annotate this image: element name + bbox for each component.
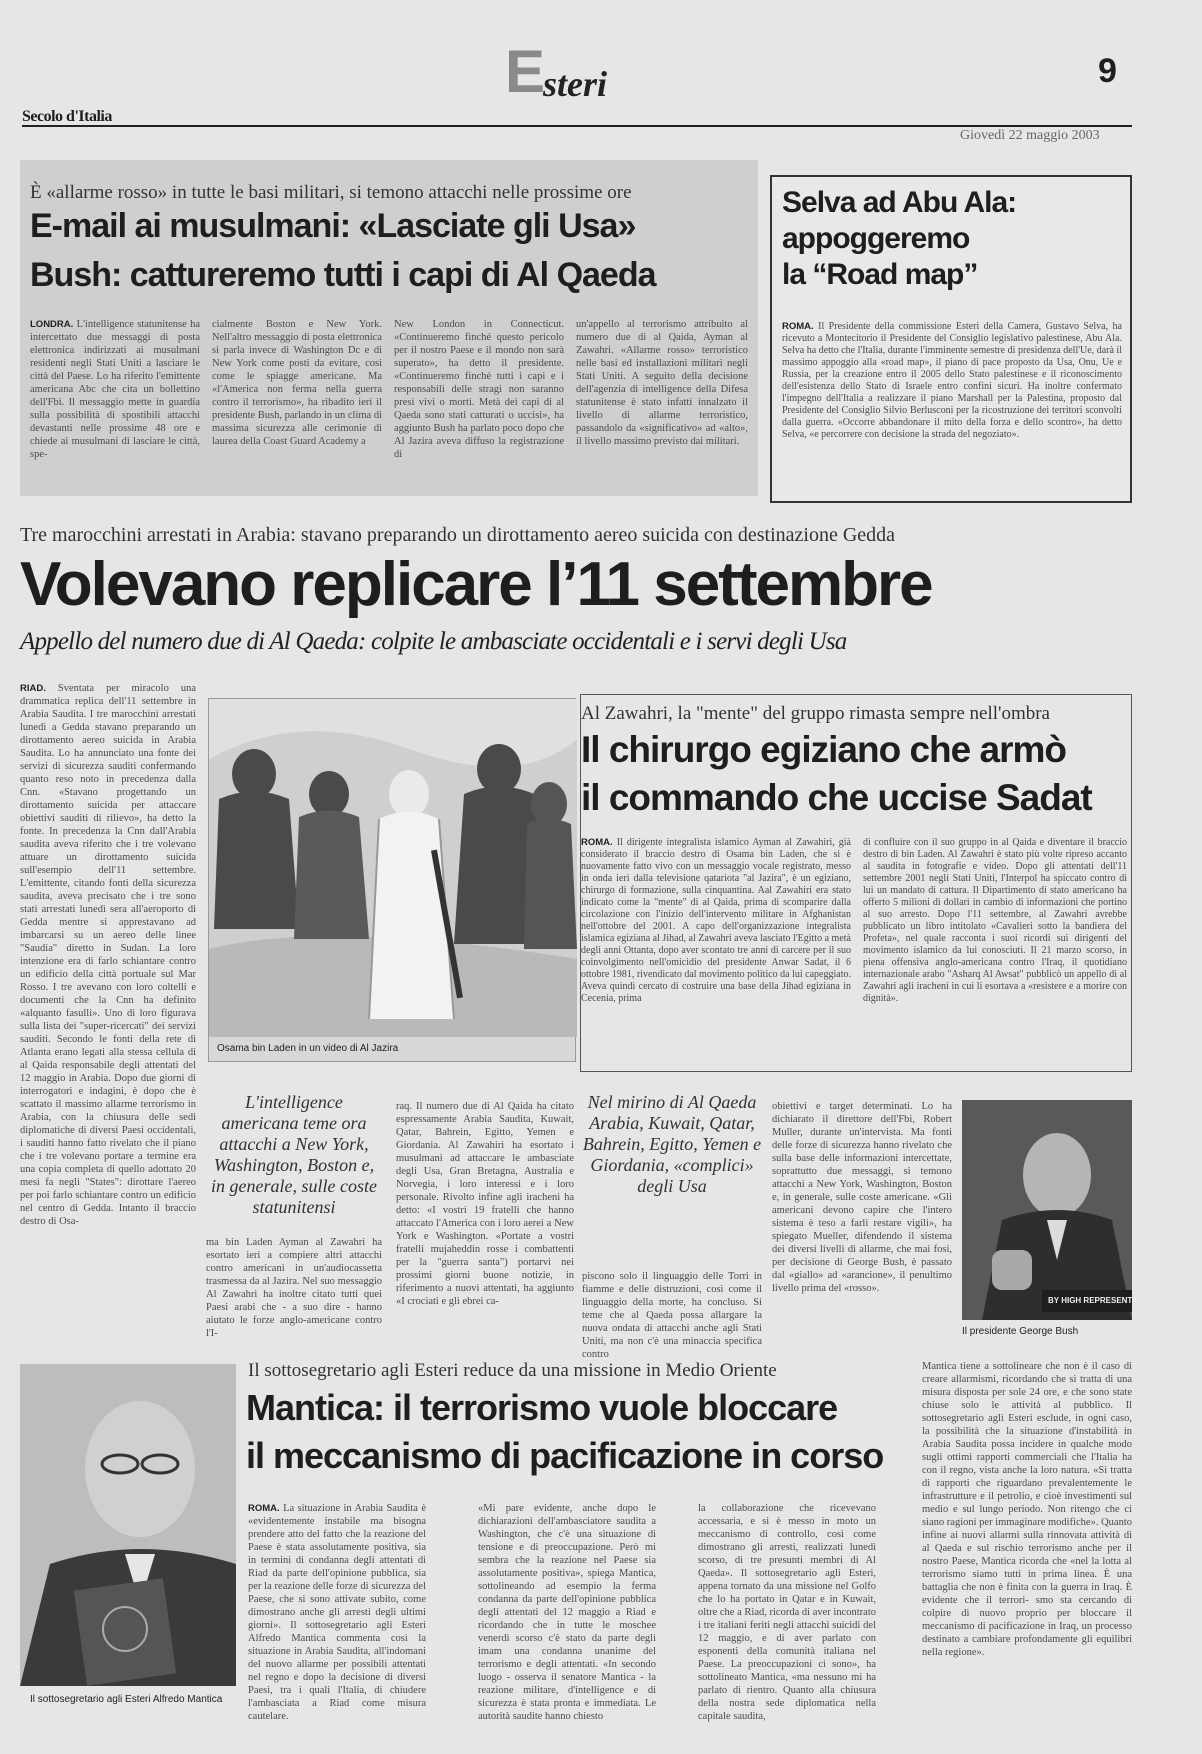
mantica-column-1-text: La situazione in Arabia Saudita è «evidentemente instabile ma bisogna prendere atto del fatto che la reazione del Paese è stata assolutamente positiva, sia in termini di condanna degli attentati di Riad da parte dell'opinione pubblica, sia per la reazione delle forze di sicurezza del Paese, che si sono attivate subito, come dimostrano anche gli arresti degli ultimi giorni». Il sottosegretario agli Esteri Alfredo Mantica commenta così la situazione in Arabia Saudita, all'indomani del nuovo allarme per possibili attentati nel regno e dopo la decisione di diversi Paesi, tra i quali l'Italia, di chiudere l'ambasciata a Riad come misura cautelare. [248,1503,426,1722]
issue-date: Giovedì 22 maggio 2003 [960,128,1100,143]
email-headline-2: Bush: cattureremo tutti i capi di Al Qaeda [30,256,656,294]
quote-intelligence: L'intelligence americana teme ora attacchi a New York, Washington, Boston e, in generale, sulle coste statunitensi [211,1092,377,1217]
quote-target: Nel mirino di Al Qaeda Arabia, Kuwait, Qatar, Bahrein, Egitto, Yemen e Giordania, «complici» degli Usa [582,1092,762,1196]
masthead-rule [22,125,1132,127]
zawahri-kicker: Al Zawahri, la "mente" del gruppo rimasta sempre nell'ombra [581,703,1050,724]
newspaper-name: Secolo d'Italia [22,108,112,125]
email-dateline: LONDRA. [30,319,74,330]
zawahri-column-1 [581,837,851,1067]
email-column-1 [30,318,200,488]
selva-headline-2: appoggeremo [782,222,970,255]
main-headline: Volevano replicare l’11 settembre [20,550,932,619]
main-left-column [20,682,196,1322]
mantica-column-3: la collaborazione che ricevevano accessaria, e si è messo in moto un meccanismo di controllo, così come dimostrano gli arresti, realizzati lunedì scorso, di tre presunti membri di Al Qaeda». Il sottosegretario agli Esteri, appena tornato da una missione nel Golfo che lo ha portato in Qatar e in Kuwait, oltre che a Riad, ricorda di aver incontrato i tre italiani feriti negli attacchi suicidi del 12 maggio, e di aver parlato con esponenti della comunità italiana nel Paese. La preoccupazioni ci sono», ha sottolineato Mantica, «ma nessuno mi ha parlato di rientro. Quanto alla chiusura della nostra sede diplomatica nella capitale saudita, [698,1503,876,1722]
page-number: 9 [1098,52,1117,90]
main-column-4: piscono solo il linguaggio delle Torri in fiamme e delle distruzioni, così come il linguaggio della morte, ha concluso. Si teme che al Qaeda possa allargare la nuova ondata di attacchi anche agli Stati Uniti, ma non c'è una minaccia specifica contro [582,1271,762,1360]
bush-photo [962,1100,1138,1340]
main-subhead: Appello del numero due di Al Qaeda: colpite le ambasciate occidentali e i servi degli Usa [20,628,847,655]
zawahri-headline-1: Il chirurgo egiziano che armò [581,729,1066,770]
email-article [20,160,758,496]
zawahri-headline-2: il commando che uccise Sadat [581,777,1092,818]
main-kicker: Tre marocchini arrestati in Arabia: stavano preparando un dirottamento aereo suicida con destinazione Gedda [20,524,896,546]
mantica-column-1 [248,1502,426,1722]
selva-body [782,321,1122,499]
main-column-2: ma bin Laden Ayman al Zawahri ha esortato ieri a compiere altri attacchi contro americani in un'audiocassetta trasmessa da al Jazira. Nel suo messaggio Al Zawahri ha inoltre citato tutti quei Paesi arabi che - a suo dire - hanno aiutato le forze anglo-americane contro l'I- [206,1237,382,1339]
selva-article [770,175,1132,503]
bush-photo-image [962,1100,1138,1320]
bin-laden-photo [208,698,576,1062]
mantica-kicker: Il sottosegretario agli Esteri reduce da una missione in Medio Oriente [248,1360,777,1381]
email-column-1-text: L'intelligence statunitense ha intercettato due messaggi di posta elettronica indirizzati ai musulmani residenti negli Stati Uniti a lasciare le città del Paese. Lo ha riferito l'emittente americana Abc che cita un bollettino dell'Fbi. Il messaggio mette in guardia sulla possibilità di spostibili attacchi devastanti nelle prossime 48 ore e chiede ai musulmani di lasciare le città, spe- [30,319,200,460]
mantica-dateline: ROMA. [248,1503,280,1514]
zawahri-column-1-text: Il dirigente integralista islamico Ayman al Zawahiri, già considerato il braccio destro di Osama bin Laden, che si è nuovamente fatto vivo con un messaggio vocale registrato, messo in onda ieri dalla televisione qatariota "al Jazira", è un egiziano, chirurgo di formazione, sulla cinquantina. Aal Zawahiri era stato indicato come la "mente" di al Qaida, prima di scomparire dalla circolazione con l'inizio dell'intervento militare in Afghanistan nell'ottobre del 2001. A capo dell'organizzazione integralista islamica egiziana al Jihad, al Zawahri aveva lasciato l'Egitto a metà degli anni Ottanta, dopo aver scontato tre anni di carcere per il suo coinvolgimento nell'omicidio del presidente Anwar Sadat, il 6 ottobre 1981, rivendicato dal movimento politico da lui capeggiato. Aveva quindi cercato di costruire una base della Jihad egiziana in Cecenia, prima [581,837,851,1004]
selva-body-text: Il Presidente della commissione Esteri della Camera, Gustavo Selva, ha ricevuto a Montecitorio il Presidente del Consiglio legislativo palestinese, Abu Ala. Selva ha detto che l'Italia, durante l'imminente semestre di presidenza dell'Ue, darà il massimo appoggio alla «road map», il piano di pace proposto da Usa, Onu, Ue e Russia, per la creazione entro il 2005 dello Stato palestinese e il riconoscimento dell'esistenza dello Stato di Israele entro confini sicuri. Ha inoltre confermato l'impegno dell'Italia a realizzare il piano Marshall per la Palestina, proposto dal Presidente del Consiglio Silvio Berlusconi per la ricostruzione dei territori sconvolti dalla guerra. «Occorre abbandonare il mito della forza e dello scontro», ha detto Selva, «e percorrere con decisione la strada del negoziato». [782,321,1122,440]
mantica-photo [20,1364,236,1714]
masthead [0,0,1202,160]
mantica-column-2: «Mi pare evidente, anche dopo le dichiarazioni dell'ambasciatore saudita a Washington, che c'è una situazione di tensione e di preoccupazione. Però mi sembra che la reazione nel Paese sia assolutamente positiva», spiega Mantica, sottolineando ad esempio la ferma condanna da parte dell'opinione pubblica degli attentati del 12 maggio a Riad e ricordando che in tutte le moschee venerdì scorso c'è stato da parte degli imam una condanna unanime del terrorismo e degli attentati. «In secondo luogo - osserva il senatore Mantica - la reazione militare, d'intelligence e di sicurezza è stata pronta e immediata. Le autorità saudite hanno chiesto [478,1503,656,1722]
bin-laden-photo-image [209,699,577,1037]
email-column-2: cialmente Boston e New York. Nell'altro messaggio di posta elettronica si parla invece di Washington Dc e di New York come posti da evitare, così come le spiagge americane. Ma «l'America non ferma nella guerra contro il terrorismo», ha ribadito ieri il presidente Bush, parlando in un clima di massima sicurezza alle cerimonie di laurea della Coast Guard Academy a [212,319,383,447]
email-column-4: un'appello al terrorismo attribuito al numero due di al Qaida, Ayman al Zawahri. «Allarme rosso» terroristico nelle basi ed installazioni militari negli Stati Uniti. A seguito della decisione dell'agenzia di intelligence della Difesa statunitense è stato infatti innalzato il livello di allarme terroristico, passandolo da «significativo» ad «alto», il livello massimo previsto dai militari. [576,319,748,447]
main-left-column-text: Sventata per miracolo una drammatica replica dell'11 settembre in Arabia Saudita. I tre marocchini arrestati lunedì a Gedda stavano preparando un dirottamento aereo suicida in Arabia Saudita. Lo ha annunciato una fonte dei servizi di sicurezza sauditi confermando quanto reso noto in precedenza dalla Cnn. «Stavano progettando un dirottamento suicida per attaccare obiettivi sauditi di rilievo», ha detto la fonte. In precedenza la Cnn dall'Arabia saudita aveva riferito che i tre volevano attuare un dirottamento suicida sull'esempio dell'11 settembre. L'emittente, citando fonti della sicurezza saudita, aveva precisato che i tre sono stati arrestati lunedì sera all'aeroporto di Gedda mentre si apprestavano ad imbarcarsi su un aereo delle linee "Saudia" diretto in Sudan. La loro intenzione era di farlo schiantare contro un edificio della città portuale sul Mar Rosso. I tre avevano con loro coltelli e documenti che la Cnn ha definito «alquanto fasulli». Uno di loro figurava sulla lista dei "super-ricercati" dei servizi sauditi. Secondo le fonti della rete di Atlanta erano legati alla stessa cellula di al Qaida responsabile degli attentati del 12 maggio in Arabia. Dopo due giorni di interrogatori e indagini, è dopo che è scattato il massimo allarme terrorismo in Arabia, con la chiusura delle sedi diplomatiche di diversi Paesi occidentali, i sauditi hanno fatto rivelato che il piano che i tre volevano portare a termine era una copia completa di quello adottato 20 mesi fa negli "States": dirottare l'aereo per poi farlo schiantare contro un edificio nel centro di Gedda. Intanto il braccio destro di Osa- [20,683,197,1227]
mantica-headline-2: il meccanismo di pacificazione in corso [246,1435,884,1476]
main-dateline: RIAD. [20,683,46,694]
section-rest: steri [543,64,608,104]
section-title [505,38,608,105]
zawahri-dateline: ROMA. [581,837,613,848]
email-headline-1: E-mail ai musulmani: «Lasciate gli Usa» [30,207,636,245]
section-initial: E [505,38,546,105]
zawahri-article [580,694,1132,1072]
bin-laden-photo-caption: Osama bin Laden in un video di Al Jazira [217,1043,399,1054]
mantica-headline-1: Mantica: il terrorismo vuole bloccare [246,1387,838,1428]
bush-photo-caption: Il presidente George Bush [962,1326,1079,1337]
selva-headline-3: la “Road map” [782,258,978,291]
main-column-3: raq. Il numero due di Al Qaida ha citato espressamente Arabia Saudita, Kuwait, Qatar, Bahrein, Egitto, Yemen e Giordania. Al Zawahiri ha esortato i musulmani ad attaccare le ambasciate degli Usa, Gran Bretagna, Australia e Norvegia, i loro interessi e i loro personale. Rivolto infine agli iracheni ha detto: «I vostri 19 fratelli che hanno attaccato l'America con i loro aerei a New York e Washington. «Portate a vostri fratelli mujaheddin rosse i combattenti per la "guerra santa") portarvi nei prossimi giorni buone notizie, in riferimento a nuovi attentati, ha aggiunto «I crociati e gli ebrei ca- [396,1101,574,1307]
bush-photo-sign: BY HIGH REPRESENTA [1048,1296,1138,1305]
selva-dateline: ROMA. [782,321,814,332]
mantica-photo-image [20,1364,236,1686]
mantica-column-4: Mantica tiene a sottolineare che non è il caso di creare allarmismi, ricordando che si tratta di una misura disposta per sole 24 ore, e che sono state chiuse solo le attività al pubblico. Il sottosegretario agli Esteri esclude, in ogni caso, la possibilità che la situazione d'instabilità in Arabia Saudita possa incidere in qualche modo sugli ottimi rapporti commerciali che l'Italia ha con il regno, vista anche la loro natura. «Si tratta di rapporti che riguardano prevalentemente le infrastrutture e il petrolio, e cioè investimenti sul medio e sul lungo periodo. Non ritengo che ci siano ragioni per immaginare modifiche». Quanto infine ai nuovi allarmi sulla rinnovata attività di al Qaeda e sul rischio terrorismo anche per il nostro Paese, Mantica ricorda che «nel la lotta al terrorismo siamo tutti in prima linea. È una battaglia che non è finita con la guerra in Iraq. È evidente che il terrori- smo sta cercando di colpire di nuovo proprio per bloccare il meccanismo di pacificazione in Iraq, un processo destinato a cambiare profondamente gli equilibri nella regione». [922,1361,1132,1658]
mantica-photo-caption: Il sottosegretario agli Esteri Alfredo Mantica [30,1694,223,1705]
zawahri-column-2: di confluire con il suo gruppo in al Qaida e diventare il braccio destro di bin Laden. Al Zawahri è stato più volte ripreso accanto al saudita in fotografie e video. Dopo gli attentati dell'11 settembre 2001 negli Stati Uniti, l'Interpol ha spiccato contro di lui un mandato di cattura. Il Dipartimento di stato americano ha offerto 5 milioni di dollari in cambio di informazioni che portino al suo arresto. Dopo l'11 settembre, al Zawahri avrebbe pubblicato un libro intitolato «Cavalieri sotto la bandiera del Profeta», nel quale racconta i suoi ricordi sui dirigenti del movimento islamico da lui conosciuti. Il 21 marzo scorso, in piena offensiva anglo-americana contro l'Iraq, il quotidiano internazionale arabo "Asharq Al Awsat" pubblicò un appello di al Zawahri agli iracheni in cui li esortava a «resistere e a morire con dignità». [863,837,1127,1004]
main-column-5: obiettivi e target determinati. Lo ha dichiarato il direttore dell'Fbi, Robert Muller, durante un'intervista. Ma fonti delle forze di sicurezza hanno rivelato che sulla base delle informazioni intercettate, soprattutto due messaggi, si temono attacchi a New York, Washington, Boston e, in generale, sulle coste americane. «Gli americani devono capire che l'intero sistema è teso a farli restare vigili», ha spiegato Mueller, difendendo il sistema dei diversi livelli di allarme, che mai fosi, per decisione di George Bush, è passato dal «giallo» ad «arancione», il penultimo livello prima del «rosso». [772,1101,952,1294]
email-column-3: New London in Connecticut. «Continueremo finché questo pericolo per il nostro Paese e il mondo non sarà superato», ha detto il presidente. «Continueremo finché tutti i capi e i responsabili delle stragi non saranno presi vivi o morti. Metà dei capi di al Qaeda sono stati catturati o uccisi», ha aggiunto Bush ha parlato poco dopo che Al Jazira aveva diffuso la registrazione di [394,319,564,460]
selva-headline-1: Selva ad Abu Ala: [782,186,1017,219]
email-kicker: È «allarme rosso» in tutte le basi militari, si temono attacchi nelle prossime ore [30,182,632,203]
